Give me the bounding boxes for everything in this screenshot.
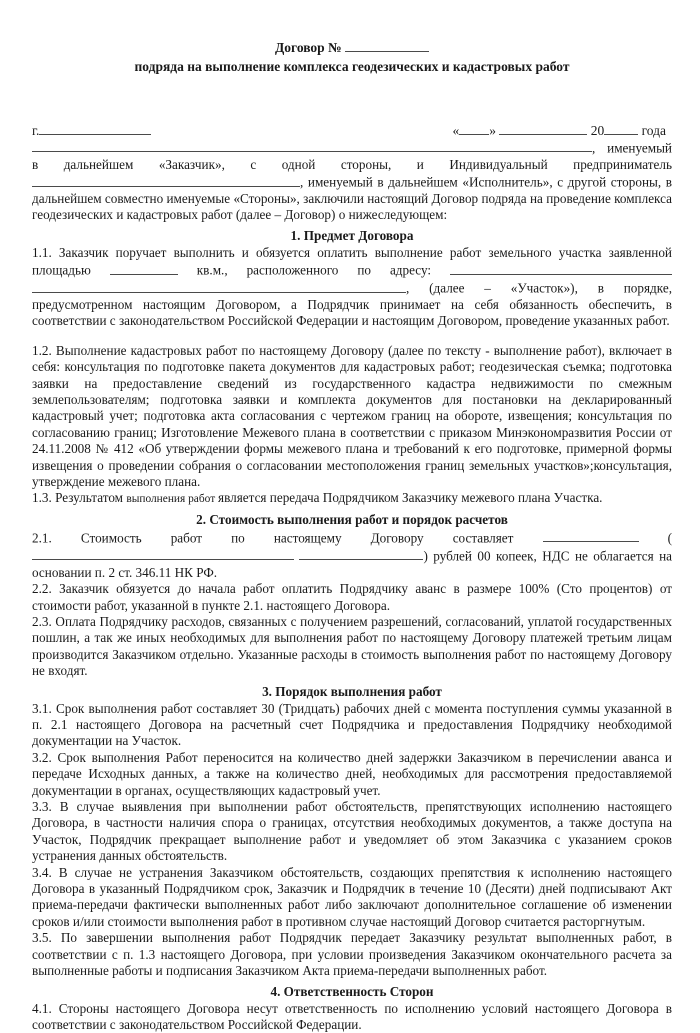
clause-3-3: 3.3. В случае выявления при выполнении работ обстоятельств, препятствующих исполнению настоящего Договора, в частности наличия спора о границах, отсутствия необходимых документов, а также доступа на Участок, Подрядчик прекращает выполнение работ и уведомляет об этом Заказчика с указанием сроков устранения данных обстоятельств. [32,799,672,865]
preamble-line2: , именуемый в дальнейшем «Исполнитель», с другой стороны, в дальнейшем совместно именуемые «Стороны», заключили настоящий Договор подряда на проведение комплекса геодезических и кадастровых работ (далее – Договор) о нижеследующем: [32,175,672,223]
clause-1-1-text-b: кв.м., расположенного по адресу: [197,263,431,278]
year-blank[interactable] [604,121,638,135]
contract-number-blank[interactable] [345,38,429,52]
contractor-name-blank[interactable] [32,173,300,187]
cost-words-blank-line2[interactable] [299,547,423,561]
clause-1-2: 1.2. Выполнение кадастровых работ по настоящему Договору (далее по тексту - выполнение работ), включает в себя: консультация по подготовке пакета документов для кадастровых работ; геодезическая съемка; подготовка заявки на предоставление сведений из государственного кадастра недвижимости по смежным землепользователям; подготовка заявки и комплекта документов для постановки на декларированный кадастровый учет; подготовка акта согласования с чертежом границ на обороте, извещения; консультация по согласованию границ; Изготовление Межевого плана в соответствии с приказом Минэкономразвития России от 24.11.2008 № 412 «Об утверждении формы межевого плана и требований к его подготовке, примерной формы извещения о проведении собрания о согласовании местоположения границ земельных участков»;консультация, утверждение межевого плана. [32,343,672,491]
year-suffix: года [642,123,666,138]
clause-2-1 [32,529,672,581]
clause-2-3: 2.3. Оплата Подрядчику расходов, связанных с получением разрешений, согласований, уплатой государственных пошлин, а так же иных необходимых для выполнения работ по настоящему Договору платежей третьим лицам производится Заказчиком отдельно. Указанные расходы в стоимость выполнения работ по настоящему Договору не входят. [32,614,672,680]
city-field [32,121,151,139]
clause-1-3-text-a: 1.3. Результатом [32,490,126,505]
clause-2-1-open-paren: ( [668,530,672,545]
city-blank[interactable] [39,121,151,135]
clause-2-2: 2.2. Заказчик обязуется до начала работ оплатить Подрядчику аванс в размере 100% (Сто процентов) от стоимости работ, указанной в пункте 2.1. настоящего Договора. [32,581,672,614]
document-title-text: Договор № [275,40,345,55]
quote-open: « [452,123,459,138]
section-heading-4: 4. Ответственность Сторон [32,983,672,1000]
clause-1-3-text-small: выполнения работ [126,493,218,505]
document-meta-row [32,121,672,139]
cost-words-blank-line1[interactable] [32,547,294,561]
clause-1-3-text-b: является передача Подрядчиком Заказчику межевого плана Участка. [218,490,602,505]
clause-1-1 [32,245,672,330]
address-blank-line2[interactable] [32,279,406,293]
preamble-paragraph [32,139,672,224]
section-heading-3: 3. Порядок выполнения работ [32,683,672,700]
clause-3-4: 3.4. В случае не устранения Заказчиком обстоятельств, создающих препятствия к исполнению настоящего Договора в указанный Подрядчиком срок, Заказчик и Подрядчик в течение 10 (Десяти) дней подписывают Акт приема-передачи фактически выполненных работ либо заключают дополнительное соглашение об изменении сроков и/или стоимости выполнения работ в противном случае настоящий Договор считается расторгнутым. [32,865,672,931]
day-blank[interactable] [459,121,489,135]
date-field [452,121,666,139]
area-blank[interactable] [110,261,178,275]
document-title [32,38,672,56]
quote-close: » [489,123,496,138]
document-subtitle: подряда на выполнение комплекса геодезических и кадастровых работ [32,58,672,75]
month-blank[interactable] [499,121,587,135]
clause-1-1-text-a: 1.1. Заказчик поручает выполнить и обязуется оплатить выполнение работ земельного участка заявленной площадью [32,245,672,278]
clause-3-2: 3.2. Срок выполнения Работ переносится на количество дней задержки Заказчиком в перечислении аванса и передаче Исходных данных, а также на количество дней, необходимых для рассмотрения предоставляемой документации в органах, осуществляющих кадастровый учет. [32,750,672,799]
clause-3-5: 3.5. По завершении выполнения работ Подрядчик передает Заказчику результат выполненных работ, в соответствии с п. 1.3 настоящего Договора, при условии произведения Заказчиком окончательного расчета за выполненные работы и подписания Заказчиком Акта приема-передачи выполненных работ. [32,930,672,979]
clause-1-1-text-c: , (далее – «Участок»), в порядке, предусмотренном настоящим Договором, а Подрядчик принимает на себя обязанность обеспечить, в соответствии с законодательством Российской Федерации и настоящим Договором, проведение указанных работ. [32,281,672,329]
clause-2-1-text-b: ) рублей 00 копеек, НДС не облагается на основании п. 2 ст. 346.11 НК РФ. [32,548,672,579]
clause-3-1: 3.1. Срок выполнения работ составляет 30 (Тридцать) рабочих дней с момента поступления суммы указанной в п. 2.1 настоящего Договора на расчетный счет Подрядчика и предоставления Подрядчику необходимой документации на Участок. [32,701,672,750]
section-heading-1: 1. Предмет Договора [32,227,672,244]
clause-4-1: 4.1. Стороны настоящего Договора несут ответственность по исполнению условий настоящего Договора в соответствии с законодательством Российской Федерации. [32,1001,672,1033]
address-blank-line1[interactable] [450,261,672,275]
city-label: г. [32,123,39,138]
clause-2-1-text-a: 2.1. Стоимость работ по настоящему Договору составляет [32,530,513,545]
cost-digits-blank[interactable] [543,529,639,543]
year-prefix: 20 [591,123,605,138]
preamble-line1: , именуемый в дальнейшем «Заказчик», с одной стороны, и Индивидуальный предприниматель [32,140,672,171]
clause-1-3 [32,490,672,507]
section-heading-2: 2. Стоимость выполнения работ и порядок расчетов [32,511,672,528]
customer-name-blank[interactable] [32,139,592,153]
